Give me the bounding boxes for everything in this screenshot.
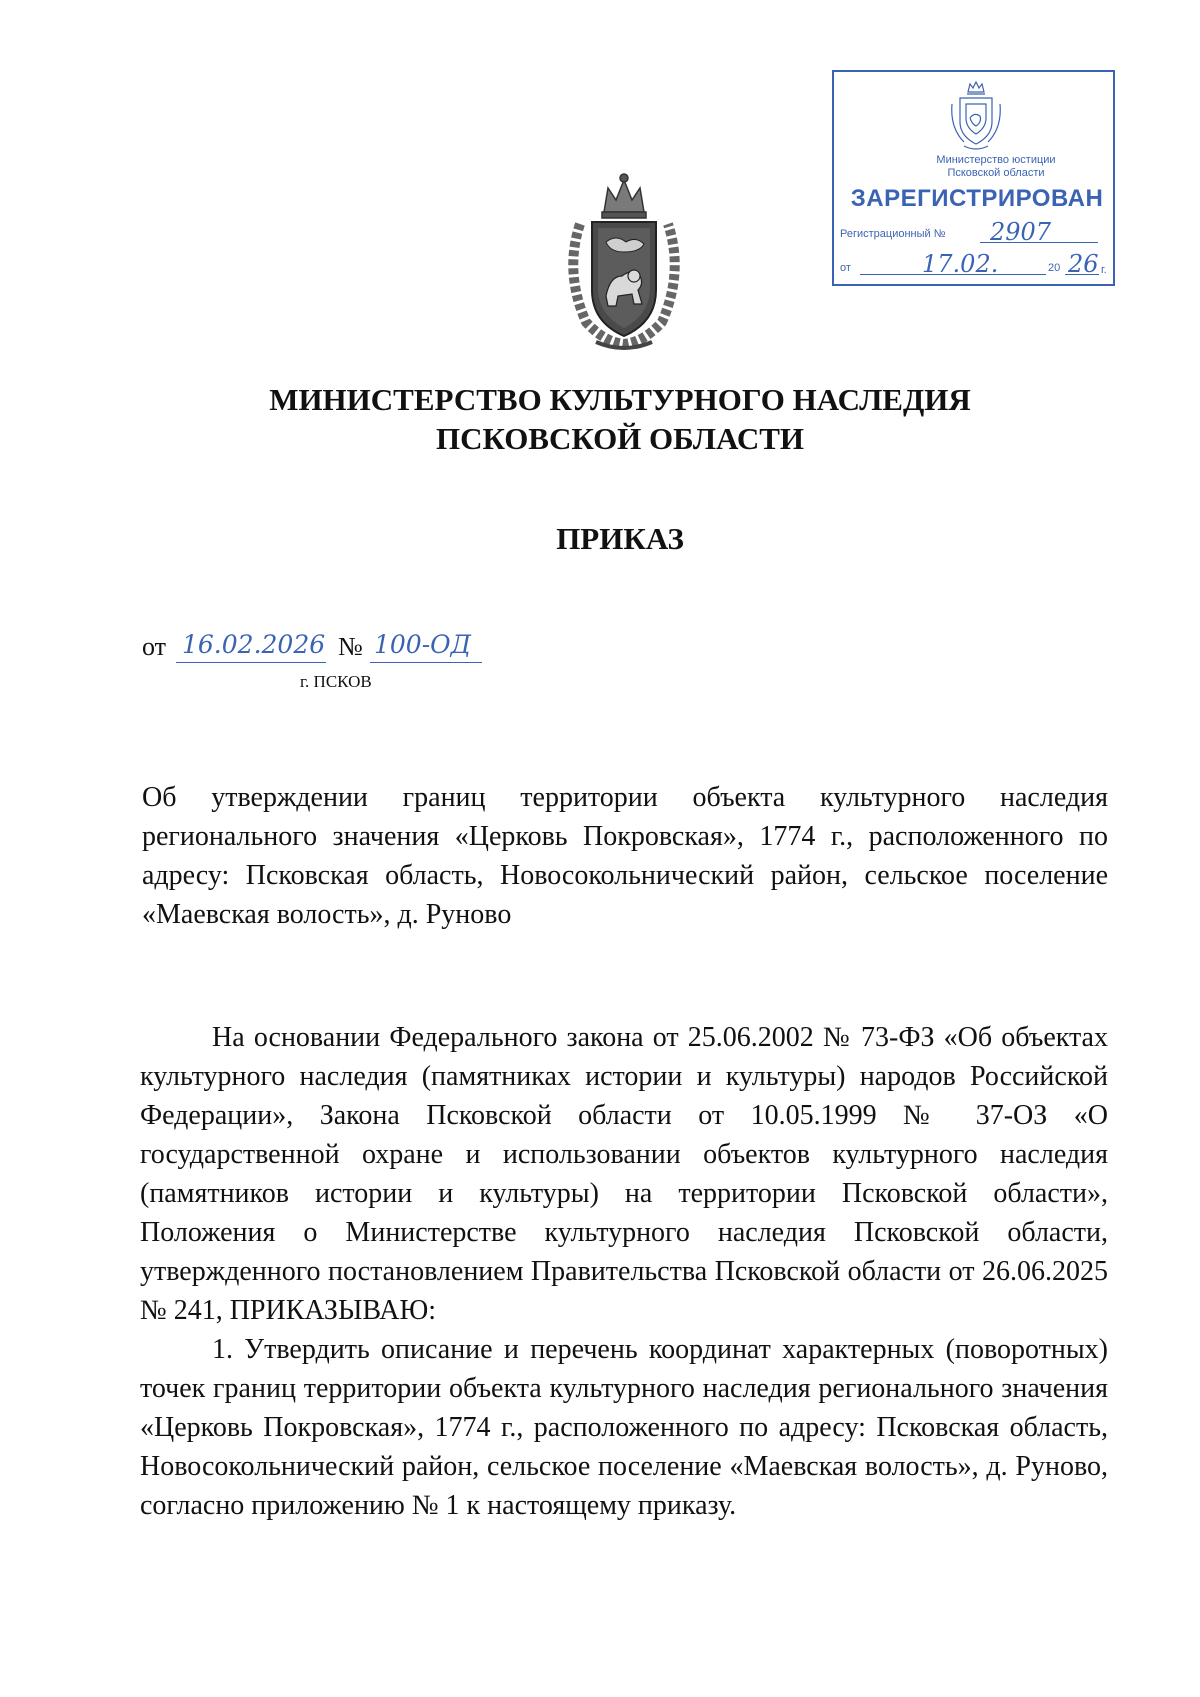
stamp-registered-label: ЗАРЕГИСТРИРОВАН — [850, 185, 1104, 212]
stamp-date-label: от — [840, 262, 851, 274]
document-type-heading: ПРИКАЗ — [556, 521, 684, 556]
order-city: г. ПСКОВ — [300, 672, 372, 691]
stamp-year-suffix: г. — [1101, 264, 1107, 276]
order-number-underline — [370, 662, 482, 663]
stamp-year-value: 26 — [1068, 250, 1099, 278]
order-date-value: 16.02.2026 — [182, 630, 326, 659]
stamp-ministry-line1: Министерство юстиции — [936, 154, 1056, 166]
order-subject: Об утверждении границ территории объекта культурного наследия регионального значения «Церковь Покровская», 1774 г., расположенного по адресу: Псковская область, Новосокольнический район, сельское поселение «Маевская волость», д. Руново — [142, 782, 1108, 930]
stamp-ministry-line2: Псковской области — [947, 167, 1045, 179]
stamp-reg-number-label: Регистрационный № — [840, 228, 946, 240]
body-paragraph-item-1: 1. Утвердить описание и перечень координат характерных (поворотных) точек границ территории объекта культурного наследия регионального значения «Церковь Покровская», 1774 г., расположенного по адресу: Псковская область, Новосокольнический район, сельское поселение «Маевская волость», д. Руново, согласно приложению № 1 к настоящему приказу. — [140, 1334, 1108, 1521]
stamp-ministry-name — [896, 154, 1096, 180]
stamp-reg-number-value: 2907 — [990, 218, 1052, 246]
order-date-number — [142, 632, 642, 672]
order-number-label: № — [338, 632, 363, 661]
order-date-label: от — [142, 632, 167, 661]
ministry-title — [200, 380, 1040, 458]
body-paragraph-preamble: На основании Федерального закона от 25.06.2002 № 73-ФЗ «Об объектах культурного наследия (памятниках истории и культуры) народов Российской Федерации», Закона Псковской области от 10.05.1999 № 37-ОЗ «О государственной охране и использовании объектов культурного наследия (памятников истории и культуры) на территории Псковской области», Положения о Министерстве культурного наследия Псковской области, утвержденного постановлением Правительства Псковской области от 26.06.2025 № 241, ПРИКАЗЫВАЮ: — [140, 1022, 1108, 1326]
stamp-coat-of-arms-icon — [946, 78, 1006, 152]
order-number-value: 100-ОД — [374, 630, 471, 659]
coat-of-arms-icon — [560, 172, 688, 352]
registration-stamp — [832, 70, 1115, 286]
stamp-date-value: 17.02. — [922, 250, 999, 278]
ministry-title-line2: ПСКОВСКОЙ ОБЛАСТИ — [435, 421, 805, 456]
order-date-underline — [176, 662, 326, 663]
stamp-date-row — [840, 250, 1110, 278]
stamp-year-prefix: 20 — [1048, 262, 1061, 274]
ministry-title-line1: МИНИСТЕРСТВО КУЛЬТУРНОГО НАСЛЕДИЯ — [269, 382, 971, 417]
order-body — [140, 1018, 1108, 1525]
stamp-registration-number-row — [840, 220, 1110, 246]
